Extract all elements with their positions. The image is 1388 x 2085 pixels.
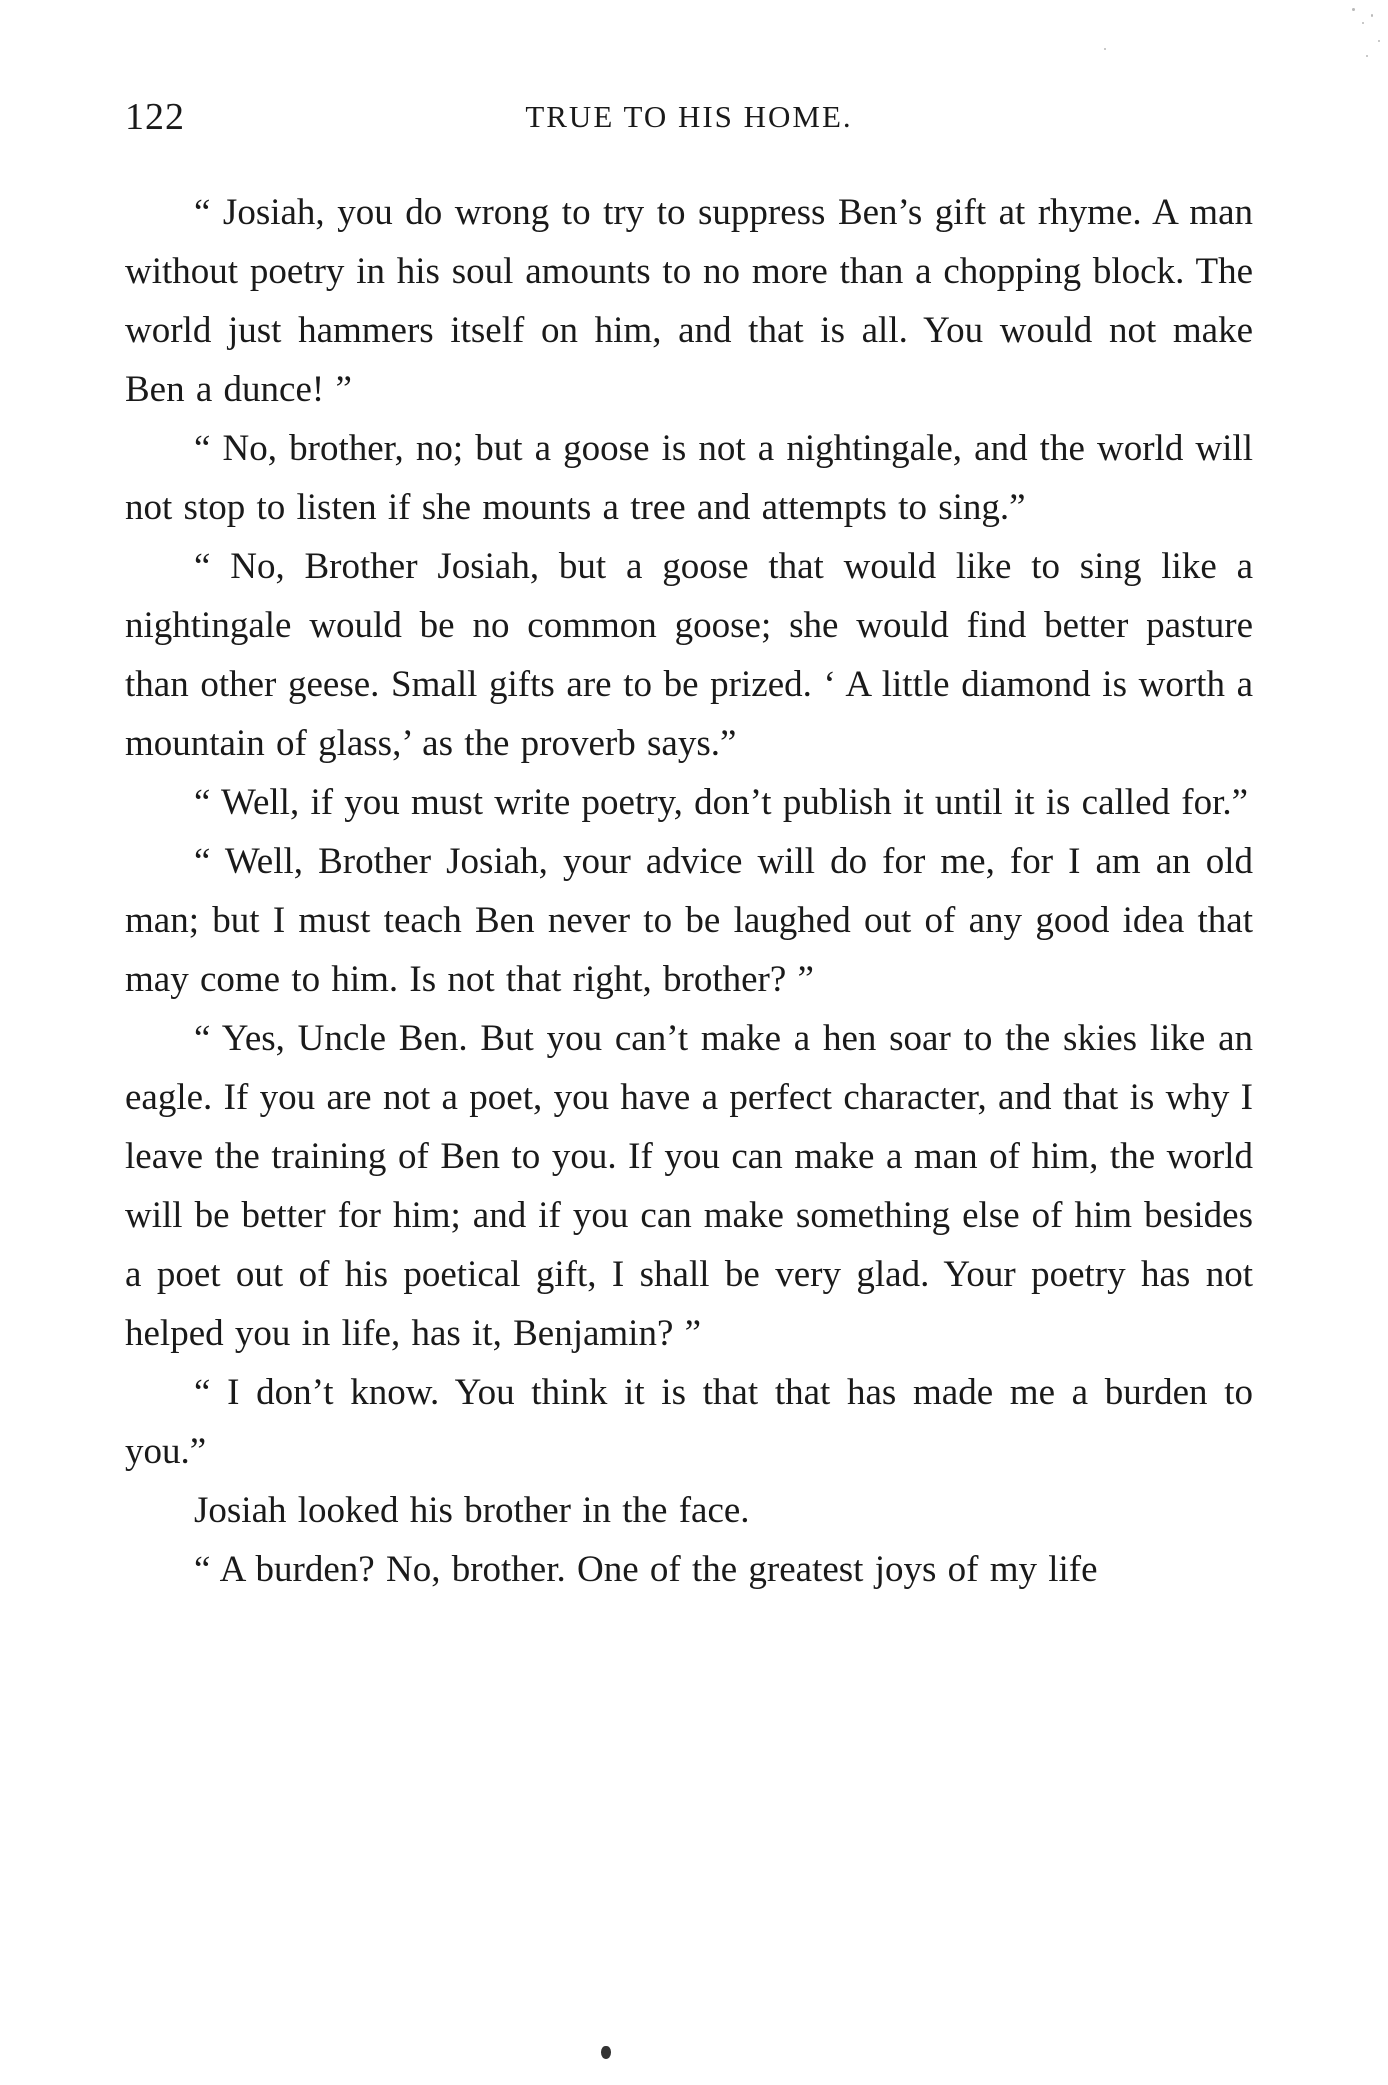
paragraph: “ No, Brother Josiah, but a goose that would like to sing like a nightingale would be no common goose; she would find better pasture than other geese. Small gifts are to be prized. ‘ A little diamond is worth a mountain of glass,’ as the proverb says.”	[125, 546, 1253, 764]
paper-speck	[1104, 48, 1106, 50]
paragraph: “ Yes, Uncle Ben. But you can’t make a hen soar to the skies like an eagle. If you are not a poet, you have a perfect character, and that is why I leave the training of Ben to you. If you can make a man of him, the world will be better for him; and if you can make something else of him besides a poet out of his poetical gift, I shall be very glad. Your poetry has not helped you in life, has it, Benjamin? ”	[125, 1018, 1253, 1354]
paragraph: “ No, brother, no; but a goose is not a nightingale, and the world will not stop to listen if she mounts a tree and attempts to sing.”	[125, 428, 1253, 528]
paper-speck	[1352, 8, 1355, 11]
paragraph: “ Well, if you must write poetry, don’t publish it until it is called for.”	[194, 782, 1249, 823]
paragraph: Josiah looked his brother in the face.	[194, 1490, 750, 1531]
paper-speck	[1371, 14, 1373, 17]
ink-mark	[601, 2046, 611, 2059]
page-number: 122	[125, 96, 185, 138]
paragraph: “ Josiah, you do wrong to try to suppress Ben’s gift at rhyme. A man without poetry in his soul amounts to no more than a chopping block. The world just hammers itself on him, and that is all. You would not make Ben a dunce! ”	[125, 192, 1253, 410]
paper-speck	[1378, 40, 1380, 42]
paragraph: “ A burden? No, brother. One of the greatest joys of my life	[194, 1549, 1098, 1590]
paper-speck	[1366, 55, 1368, 57]
body-text	[125, 183, 1253, 1599]
paragraph: “ I don’t know. You think it is that that has made me a burden to you.”	[125, 1372, 1253, 1472]
running-title: TRUE TO HIS HOME.	[525, 99, 853, 134]
running-head	[125, 95, 1253, 145]
paper-speck	[1362, 22, 1364, 24]
paragraph: “ Well, Brother Josiah, your advice will do for me, for I am an old man; but I must teach Ben never to be laughed out of any good idea that may come to him. Is not that right, brother? ”	[125, 841, 1253, 1000]
